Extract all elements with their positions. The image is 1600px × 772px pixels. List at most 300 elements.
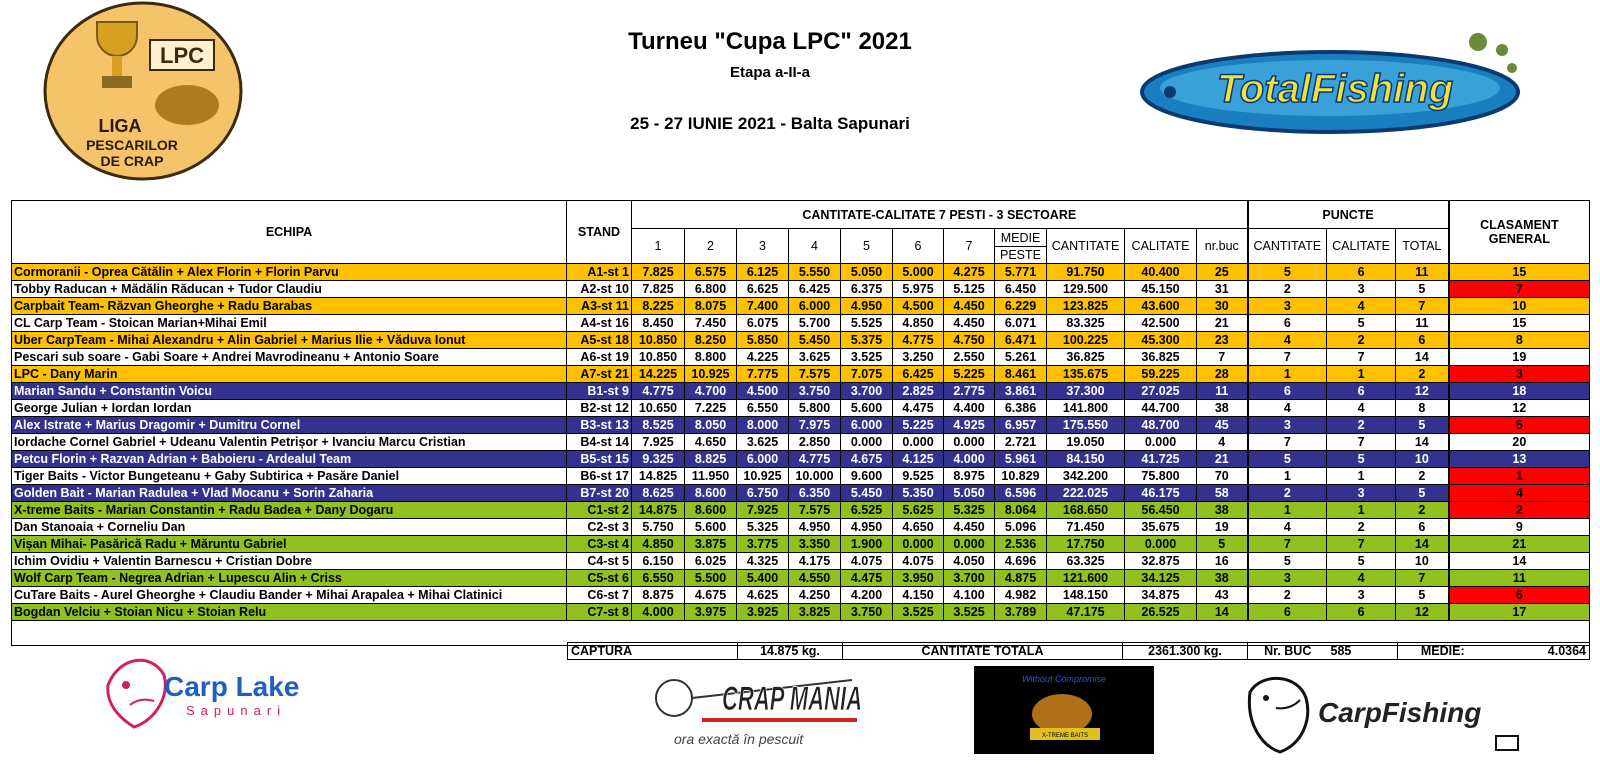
fish-weight-cell: 5.225 bbox=[944, 366, 995, 383]
calitate-cell: 75.800 bbox=[1125, 468, 1197, 485]
cantitate-cell: 37.300 bbox=[1047, 383, 1125, 400]
points-cantitate-cell: 2 bbox=[1248, 485, 1327, 502]
fish-weight-cell: 4.450 bbox=[944, 519, 995, 536]
fish-weight-cell: 5.050 bbox=[944, 485, 995, 502]
col-fish-1: 1 bbox=[632, 229, 685, 264]
ranking-cell: 4 bbox=[1449, 485, 1590, 502]
fish-weight-cell: 8.600 bbox=[685, 502, 737, 519]
fish-weight-cell: 4.150 bbox=[893, 587, 944, 604]
team-name-cell: Pescari sub soare - Gabi Soare + Andrei Mavrodineanu + Antonio Soare bbox=[12, 349, 567, 366]
fish-weight-cell: 10.000 bbox=[789, 468, 841, 485]
fish-weight-cell: 7.575 bbox=[789, 502, 841, 519]
ranking-header-line1: CLASAMENT bbox=[1480, 218, 1559, 232]
points-total-cell: 2 bbox=[1396, 502, 1449, 519]
points-total-cell: 14 bbox=[1396, 536, 1449, 553]
summary-bar bbox=[567, 642, 1590, 660]
nrbuc-cell: 30 bbox=[1197, 298, 1248, 315]
team-name-cell: Ichim Ovidiu + Valentin Barnescu + Cristian Dobre bbox=[12, 553, 567, 570]
medie-label: MEDIE: bbox=[1398, 643, 1488, 660]
fish-weight-cell: 8.825 bbox=[685, 451, 737, 468]
fish-weight-cell: 5.225 bbox=[893, 417, 944, 434]
points-cantitate-cell: 7 bbox=[1248, 349, 1327, 366]
points-group-header: PUNCTE bbox=[1248, 201, 1449, 229]
team-name-cell: X-treme Baits - Marian Constantin + Radu Badea + Dany Dogaru bbox=[12, 502, 567, 519]
points-cantitate-cell: 2 bbox=[1248, 587, 1327, 604]
fish-weight-cell: 8.000 bbox=[737, 417, 789, 434]
nrbuc-cell: 25 bbox=[1197, 264, 1248, 281]
carp-lake-logo bbox=[100, 645, 340, 740]
total-value: 2361.300 kg. bbox=[1123, 643, 1248, 660]
fish-weight-cell: 7.400 bbox=[737, 298, 789, 315]
crap-mania-logo bbox=[652, 668, 867, 753]
team-name-cell: Wolf Carp Team - Negrea Adrian + Lupescu Alin + Criss bbox=[12, 570, 567, 587]
fish-weight-cell: 4.475 bbox=[841, 570, 893, 587]
calitate-cell: 35.675 bbox=[1125, 519, 1197, 536]
ranking-cell: 5 bbox=[1449, 417, 1590, 434]
team-name-cell: Iordache Cornel Gabriel + Udeanu Valentin Petrișor + Ivanciu Marcu Cristian bbox=[12, 434, 567, 451]
nrbuc-cell: 38 bbox=[1197, 502, 1248, 519]
fish-weight-cell: 14.875 bbox=[632, 502, 685, 519]
points-total-cell: 5 bbox=[1396, 417, 1449, 434]
fish-weight-cell: 3.925 bbox=[737, 604, 789, 621]
total-label: CANTITATE TOTALA bbox=[843, 643, 1123, 660]
col-fish-4: 4 bbox=[789, 229, 841, 264]
points-total-cell: 11 bbox=[1396, 264, 1449, 281]
fish-weight-cell: 7.775 bbox=[737, 366, 789, 383]
calitate-cell: 32.875 bbox=[1125, 553, 1197, 570]
medie-cell: 5.096 bbox=[995, 519, 1047, 536]
fish-weight-cell: 5.450 bbox=[789, 332, 841, 349]
fish-weight-cell: 3.875 bbox=[685, 536, 737, 553]
stand-cell: B7-st 20 bbox=[567, 485, 632, 502]
svg-text:DE CRAP: DE CRAP bbox=[100, 153, 164, 169]
svg-text:Sapunari: Sapunari bbox=[186, 703, 287, 718]
totalfishing-logo bbox=[1140, 30, 1530, 138]
fish-weight-cell: 4.925 bbox=[944, 417, 995, 434]
ranking-cell: 9 bbox=[1449, 519, 1590, 536]
col-stand-header: STAND bbox=[567, 201, 632, 264]
fish-weight-cell: 3.825 bbox=[789, 604, 841, 621]
fish-weight-cell: 4.475 bbox=[893, 400, 944, 417]
fish-weight-cell: 8.525 bbox=[632, 417, 685, 434]
stand-cell: C2-st 3 bbox=[567, 519, 632, 536]
fish-weight-cell: 5.550 bbox=[789, 264, 841, 281]
stand-cell: A7-st 21 bbox=[567, 366, 632, 383]
fish-weight-cell: 5.050 bbox=[841, 264, 893, 281]
medie-cell: 5.771 bbox=[995, 264, 1047, 281]
points-cantitate-cell: 5 bbox=[1248, 451, 1327, 468]
stand-cell: C7-st 8 bbox=[567, 604, 632, 621]
calitate-cell: 48.700 bbox=[1125, 417, 1197, 434]
medie-cell: 3.789 bbox=[995, 604, 1047, 621]
fish-weight-cell: 3.750 bbox=[789, 383, 841, 400]
nrbuc-cell: 31 bbox=[1197, 281, 1248, 298]
medie-cell: 3.861 bbox=[995, 383, 1047, 400]
nrbuc-cell: 4 bbox=[1197, 434, 1248, 451]
calitate-cell: 43.600 bbox=[1125, 298, 1197, 315]
fish-weight-cell: 7.225 bbox=[685, 400, 737, 417]
points-calitate-cell: 1 bbox=[1327, 366, 1396, 383]
table-row bbox=[12, 366, 1590, 383]
points-cantitate-cell: 2 bbox=[1248, 281, 1327, 298]
medie-cell: 6.957 bbox=[995, 417, 1047, 434]
points-cantitate-cell: 1 bbox=[1248, 366, 1327, 383]
calitate-cell: 45.300 bbox=[1125, 332, 1197, 349]
nrbuc-cell: 70 bbox=[1197, 468, 1248, 485]
ranking-cell: 20 bbox=[1449, 434, 1590, 451]
fish-weight-cell: 4.225 bbox=[737, 349, 789, 366]
ranking-cell: 12 bbox=[1449, 400, 1590, 417]
points-cantitate-cell: 6 bbox=[1248, 383, 1327, 400]
points-calitate-cell: 5 bbox=[1327, 451, 1396, 468]
points-cantitate-cell: 3 bbox=[1248, 570, 1327, 587]
stand-cell: A4-st 16 bbox=[567, 315, 632, 332]
points-calitate-cell: 7 bbox=[1327, 434, 1396, 451]
fish-weight-cell: 4.650 bbox=[893, 519, 944, 536]
ranking-cell: 18 bbox=[1449, 383, 1590, 400]
stand-cell: A2-st 10 bbox=[567, 281, 632, 298]
points-cantitate-cell: 1 bbox=[1248, 468, 1327, 485]
cantitate-cell: 222.025 bbox=[1047, 485, 1125, 502]
team-name-cell: Carpbait Team- Răzvan Gheorghe + Radu Barabas bbox=[12, 298, 567, 315]
calitate-cell: 34.125 bbox=[1125, 570, 1197, 587]
fish-weight-cell: 4.125 bbox=[893, 451, 944, 468]
table-row bbox=[12, 434, 1590, 451]
points-calitate-cell: 5 bbox=[1327, 553, 1396, 570]
fish-weight-cell: 0.000 bbox=[893, 536, 944, 553]
nrbuc-cell: 28 bbox=[1197, 366, 1248, 383]
fish-weight-cell: 3.250 bbox=[893, 349, 944, 366]
col-medie-bottom: PESTE bbox=[995, 247, 1047, 264]
medie-cell: 5.961 bbox=[995, 451, 1047, 468]
table-row bbox=[12, 536, 1590, 553]
fish-weight-cell: 0.000 bbox=[944, 434, 995, 451]
svg-text:PESCARILOR: PESCARILOR bbox=[86, 137, 178, 153]
points-calitate-cell: 6 bbox=[1327, 604, 1396, 621]
col-fish-7: 7 bbox=[944, 229, 995, 264]
fish-weight-cell: 6.000 bbox=[841, 417, 893, 434]
fish-weight-cell: 4.500 bbox=[893, 298, 944, 315]
fish-weight-cell: 1.900 bbox=[841, 536, 893, 553]
points-calitate-cell: 5 bbox=[1327, 315, 1396, 332]
points-total-cell: 5 bbox=[1396, 281, 1449, 298]
results-table bbox=[11, 200, 1590, 646]
nrbuc-cell: 16 bbox=[1197, 553, 1248, 570]
cantitate-cell: 36.825 bbox=[1047, 349, 1125, 366]
svg-text:LIGA: LIGA bbox=[98, 116, 142, 136]
fish-weight-cell: 3.700 bbox=[841, 383, 893, 400]
table-row bbox=[12, 451, 1590, 468]
points-total-cell: 5 bbox=[1396, 485, 1449, 502]
fish-weight-cell: 4.775 bbox=[632, 383, 685, 400]
fish-weight-cell: 5.600 bbox=[841, 400, 893, 417]
points-cantitate-cell: 7 bbox=[1248, 536, 1327, 553]
fish-weight-cell: 8.875 bbox=[632, 587, 685, 604]
points-total-cell: 5 bbox=[1396, 587, 1449, 604]
svg-text:Without Compromise: Without Compromise bbox=[1022, 674, 1106, 684]
nrbuc-value: 585 bbox=[1328, 643, 1398, 660]
fish-weight-cell: 4.850 bbox=[893, 315, 944, 332]
col-cantitate: CANTITATE bbox=[1047, 229, 1125, 264]
stand-cell: C5-st 6 bbox=[567, 570, 632, 587]
points-cantitate-cell: 5 bbox=[1248, 553, 1327, 570]
fish-weight-cell: 5.450 bbox=[841, 485, 893, 502]
table-row bbox=[12, 281, 1590, 298]
medie-cell: 6.229 bbox=[995, 298, 1047, 315]
fish-weight-cell: 5.625 bbox=[893, 502, 944, 519]
table-row bbox=[12, 468, 1590, 485]
calitate-cell: 44.700 bbox=[1125, 400, 1197, 417]
fish-weight-cell: 6.000 bbox=[737, 451, 789, 468]
table-row bbox=[12, 485, 1590, 502]
points-total-cell: 14 bbox=[1396, 434, 1449, 451]
fish-weight-cell: 4.450 bbox=[944, 298, 995, 315]
stand-cell: B2-st 12 bbox=[567, 400, 632, 417]
calitate-cell: 26.525 bbox=[1125, 604, 1197, 621]
team-name-cell: Golden Bait - Marian Radulea + Vlad Mocanu + Sorin Zaharia bbox=[12, 485, 567, 502]
fish-weight-cell: 9.525 bbox=[893, 468, 944, 485]
fish-weight-cell: 3.750 bbox=[841, 604, 893, 621]
fish-weight-cell: 5.325 bbox=[737, 519, 789, 536]
fish-weight-cell: 6.425 bbox=[789, 281, 841, 298]
fish-weight-cell: 4.650 bbox=[685, 434, 737, 451]
stand-cell: B3-st 13 bbox=[567, 417, 632, 434]
catch-group-header: CANTITATE-CALITATE 7 PESTI - 3 SECTOARE bbox=[632, 201, 1248, 229]
cantitate-cell: 123.825 bbox=[1047, 298, 1125, 315]
team-name-cell: LPC - Dany Marin bbox=[12, 366, 567, 383]
points-calitate-cell: 1 bbox=[1327, 502, 1396, 519]
calitate-cell: 45.150 bbox=[1125, 281, 1197, 298]
fish-weight-cell: 4.500 bbox=[737, 383, 789, 400]
col-nrbuc: nr.buc bbox=[1197, 229, 1248, 264]
fish-weight-cell: 5.700 bbox=[789, 315, 841, 332]
fish-weight-cell: 0.000 bbox=[944, 536, 995, 553]
fish-weight-cell: 3.350 bbox=[789, 536, 841, 553]
fish-weight-cell: 3.525 bbox=[841, 349, 893, 366]
fish-weight-cell: 2.775 bbox=[944, 383, 995, 400]
fish-weight-cell: 14.225 bbox=[632, 366, 685, 383]
svg-text:CarpFishing: CarpFishing bbox=[1318, 697, 1482, 728]
fish-weight-cell: 4.075 bbox=[841, 553, 893, 570]
points-calitate-cell: 7 bbox=[1327, 536, 1396, 553]
points-cantitate-cell: 4 bbox=[1248, 400, 1327, 417]
stand-cell: C3-st 4 bbox=[567, 536, 632, 553]
fish-weight-cell: 6.800 bbox=[685, 281, 737, 298]
cantitate-cell: 121.600 bbox=[1047, 570, 1125, 587]
ranking-cell: 8 bbox=[1449, 332, 1590, 349]
table-row bbox=[12, 315, 1590, 332]
svg-text:TotalFishing: TotalFishing bbox=[1216, 67, 1454, 111]
table-row bbox=[12, 264, 1590, 281]
calitate-cell: 40.400 bbox=[1125, 264, 1197, 281]
fish-weight-cell: 4.850 bbox=[632, 536, 685, 553]
cantitate-cell: 19.050 bbox=[1047, 434, 1125, 451]
points-cantitate-cell: 7 bbox=[1248, 434, 1327, 451]
stand-cell: C6-st 7 bbox=[567, 587, 632, 604]
col-fish-6: 6 bbox=[893, 229, 944, 264]
fish-weight-cell: 10.850 bbox=[632, 349, 685, 366]
fish-weight-cell: 4.775 bbox=[789, 451, 841, 468]
fish-weight-cell: 7.925 bbox=[632, 434, 685, 451]
medie-cell: 8.461 bbox=[995, 366, 1047, 383]
points-total-cell: 10 bbox=[1396, 553, 1449, 570]
fish-weight-cell: 7.575 bbox=[789, 366, 841, 383]
team-name-cell: George Julian + Iordan Iordan bbox=[12, 400, 567, 417]
fish-weight-cell: 4.775 bbox=[893, 332, 944, 349]
medie-cell: 6.071 bbox=[995, 315, 1047, 332]
ranking-cell: 19 bbox=[1449, 349, 1590, 366]
fish-weight-cell: 4.950 bbox=[841, 519, 893, 536]
fish-weight-cell: 11.950 bbox=[685, 468, 737, 485]
fish-weight-cell: 4.700 bbox=[685, 383, 737, 400]
col-medie-top: MEDIE bbox=[995, 229, 1047, 247]
fish-weight-cell: 4.950 bbox=[841, 298, 893, 315]
fish-weight-cell: 5.375 bbox=[841, 332, 893, 349]
table-row bbox=[12, 417, 1590, 434]
points-calitate-cell: 2 bbox=[1327, 332, 1396, 349]
ranking-cell: 21 bbox=[1449, 536, 1590, 553]
fish-weight-cell: 5.750 bbox=[632, 519, 685, 536]
points-calitate-cell: 2 bbox=[1327, 519, 1396, 536]
fish-weight-cell: 4.075 bbox=[893, 553, 944, 570]
tournament-title: Turneu "Cupa LPC" 2021 bbox=[628, 28, 912, 55]
calitate-cell: 46.175 bbox=[1125, 485, 1197, 502]
col-fish-5: 5 bbox=[841, 229, 893, 264]
points-calitate-cell: 3 bbox=[1327, 281, 1396, 298]
stand-cell: C4-st 5 bbox=[567, 553, 632, 570]
table-row bbox=[12, 553, 1590, 570]
fish-weight-cell: 7.825 bbox=[632, 264, 685, 281]
fish-weight-cell: 9.600 bbox=[841, 468, 893, 485]
team-name-cell: CL Carp Team - Stoican Marian+Mihai Emil bbox=[12, 315, 567, 332]
nrbuc-cell: 19 bbox=[1197, 519, 1248, 536]
points-calitate-cell: 2 bbox=[1327, 417, 1396, 434]
col-fish-3: 3 bbox=[737, 229, 789, 264]
fish-weight-cell: 4.000 bbox=[632, 604, 685, 621]
fish-weight-cell: 4.100 bbox=[944, 587, 995, 604]
points-total-cell: 6 bbox=[1396, 332, 1449, 349]
points-total-cell: 2 bbox=[1396, 468, 1449, 485]
ranking-cell: 14 bbox=[1449, 553, 1590, 570]
fish-weight-cell: 14.825 bbox=[632, 468, 685, 485]
fish-weight-cell: 5.125 bbox=[944, 281, 995, 298]
table-row bbox=[12, 298, 1590, 315]
svg-text:ora exactă în pescuit: ora exactă în pescuit bbox=[674, 731, 804, 747]
medie-cell: 10.829 bbox=[995, 468, 1047, 485]
team-name-cell: CuTare Baits - Aurel Gheorghe + Claudiu Bander + Mihai Arapalea + Mihai Clatinici bbox=[12, 587, 567, 604]
points-calitate-cell: 3 bbox=[1327, 485, 1396, 502]
fish-weight-cell: 8.050 bbox=[685, 417, 737, 434]
team-name-cell: Vișan Mihai- Pasărică Radu + Măruntu Gabriel bbox=[12, 536, 567, 553]
nrbuc-cell: 58 bbox=[1197, 485, 1248, 502]
points-total-cell: 11 bbox=[1396, 315, 1449, 332]
medie-value: 4.0364 bbox=[1488, 643, 1590, 660]
medie-cell: 4.982 bbox=[995, 587, 1047, 604]
table-row bbox=[12, 519, 1590, 536]
ranking-cell: 6 bbox=[1449, 587, 1590, 604]
points-total-cell: 7 bbox=[1396, 570, 1449, 587]
cantitate-cell: 129.500 bbox=[1047, 281, 1125, 298]
nrbuc-cell: 14 bbox=[1197, 604, 1248, 621]
fish-weight-cell: 4.050 bbox=[944, 553, 995, 570]
fish-weight-cell: 10.650 bbox=[632, 400, 685, 417]
fish-weight-cell: 8.800 bbox=[685, 349, 737, 366]
points-calitate-cell: 4 bbox=[1327, 298, 1396, 315]
fish-weight-cell: 5.600 bbox=[685, 519, 737, 536]
calitate-cell: 42.500 bbox=[1125, 315, 1197, 332]
cantitate-cell: 71.450 bbox=[1047, 519, 1125, 536]
fish-weight-cell: 7.450 bbox=[685, 315, 737, 332]
ranking-cell: 13 bbox=[1449, 451, 1590, 468]
cantitate-cell: 63.325 bbox=[1047, 553, 1125, 570]
col-points-cantitate: CANTITATE bbox=[1248, 229, 1327, 264]
fish-weight-cell: 4.550 bbox=[789, 570, 841, 587]
stage-subtitle: Etapa a-II-a bbox=[729, 64, 811, 81]
nrbuc-cell: 11 bbox=[1197, 383, 1248, 400]
date-location: 25 - 27 IUNIE 2021 - Balta Sapunari bbox=[630, 114, 910, 133]
nrbuc-cell: 7 bbox=[1197, 349, 1248, 366]
points-cantitate-cell: 3 bbox=[1248, 417, 1327, 434]
team-name-cell: Dan Stanoaia + Corneliu Dan bbox=[12, 519, 567, 536]
fish-weight-cell: 4.675 bbox=[685, 587, 737, 604]
fish-weight-cell: 4.750 bbox=[944, 332, 995, 349]
stand-cell: A3-st 11 bbox=[567, 298, 632, 315]
fish-weight-cell: 0.000 bbox=[841, 434, 893, 451]
stand-cell: B6-st 17 bbox=[567, 468, 632, 485]
fish-weight-cell: 3.950 bbox=[893, 570, 944, 587]
points-calitate-cell: 6 bbox=[1327, 383, 1396, 400]
page-header bbox=[600, 28, 940, 133]
medie-cell: 6.450 bbox=[995, 281, 1047, 298]
cantitate-cell: 47.175 bbox=[1047, 604, 1125, 621]
table-row bbox=[12, 349, 1590, 366]
ranking-header-line2: GENERAL bbox=[1488, 232, 1550, 246]
cantitate-cell: 83.325 bbox=[1047, 315, 1125, 332]
fish-weight-cell: 4.950 bbox=[789, 519, 841, 536]
team-name-cell: Marian Sandu + Constantin Voicu bbox=[12, 383, 567, 400]
points-cantitate-cell: 1 bbox=[1248, 502, 1327, 519]
ranking-cell: 3 bbox=[1449, 366, 1590, 383]
fish-weight-cell: 4.325 bbox=[737, 553, 789, 570]
fish-weight-cell: 2.850 bbox=[789, 434, 841, 451]
points-calitate-cell: 4 bbox=[1327, 570, 1396, 587]
medie-cell: 6.386 bbox=[995, 400, 1047, 417]
cantitate-cell: 84.150 bbox=[1047, 451, 1125, 468]
fish-weight-cell: 10.925 bbox=[685, 366, 737, 383]
fish-weight-cell: 5.500 bbox=[685, 570, 737, 587]
svg-text:LPC: LPC bbox=[160, 43, 204, 68]
fish-weight-cell: 6.150 bbox=[632, 553, 685, 570]
cantitate-cell: 175.550 bbox=[1047, 417, 1125, 434]
fish-weight-cell: 6.525 bbox=[841, 502, 893, 519]
ranking-header bbox=[1449, 201, 1590, 264]
fish-weight-cell: 5.525 bbox=[841, 315, 893, 332]
cantitate-cell: 168.650 bbox=[1047, 502, 1125, 519]
fish-weight-cell: 5.850 bbox=[737, 332, 789, 349]
ranking-cell: 17 bbox=[1449, 604, 1590, 621]
points-cantitate-cell: 3 bbox=[1248, 298, 1327, 315]
fish-weight-cell: 4.275 bbox=[944, 264, 995, 281]
table-row bbox=[12, 400, 1590, 417]
medie-cell: 4.875 bbox=[995, 570, 1047, 587]
cantitate-cell: 100.225 bbox=[1047, 332, 1125, 349]
fish-weight-cell: 8.075 bbox=[685, 298, 737, 315]
svg-text:CRAP MANIA: CRAP MANIA bbox=[722, 680, 862, 718]
medie-cell: 2.721 bbox=[995, 434, 1047, 451]
medie-cell: 5.261 bbox=[995, 349, 1047, 366]
points-total-cell: 10 bbox=[1396, 451, 1449, 468]
fish-weight-cell: 6.625 bbox=[737, 281, 789, 298]
